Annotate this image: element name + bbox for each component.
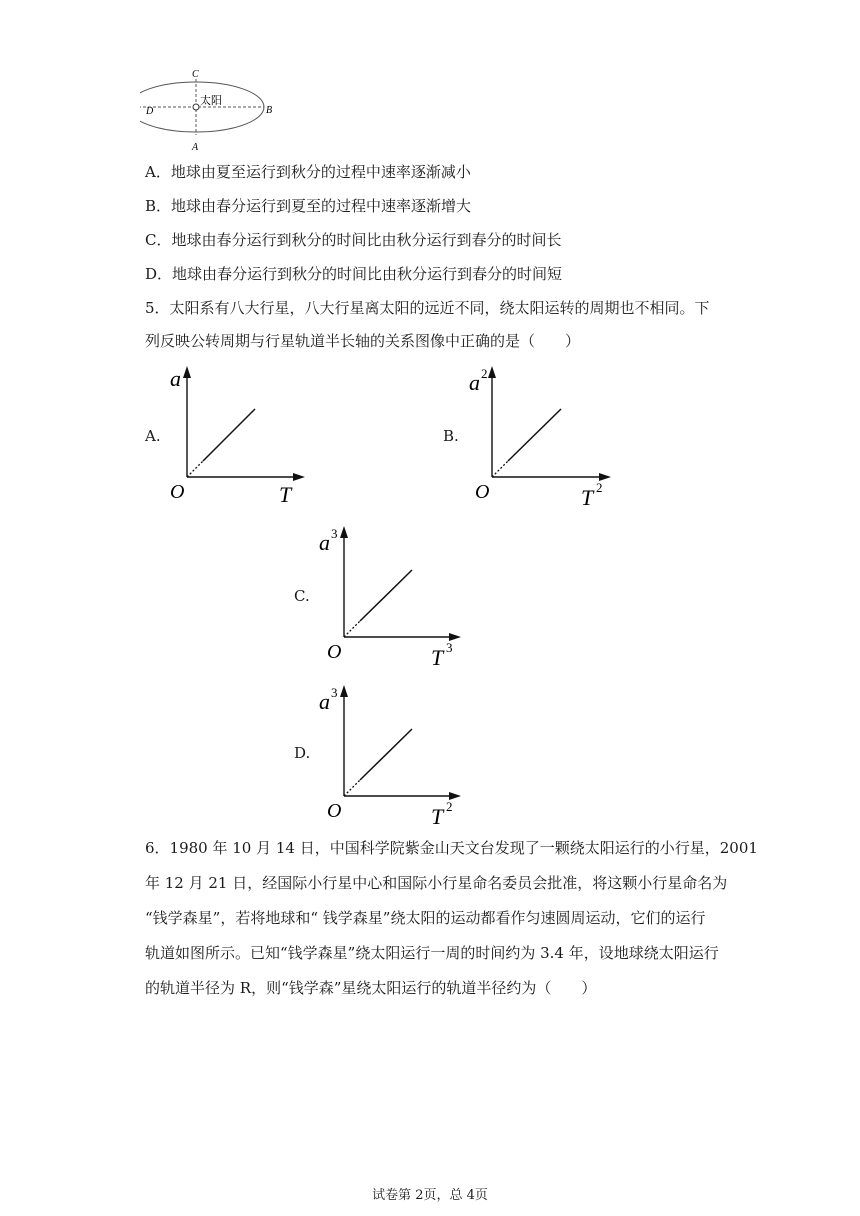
y-axis-exponent: 2 — [481, 366, 488, 381]
point-b: B — [266, 105, 273, 116]
y-axis-arrow — [340, 526, 348, 538]
y-axis-arrow — [183, 366, 191, 378]
origin-label: O — [327, 641, 342, 663]
point-a: A — [192, 142, 199, 153]
q5-graph-c — [315, 522, 475, 667]
q5-option-d-label: D. — [294, 744, 311, 762]
x-axis-exponent: 2 — [446, 799, 453, 814]
x-axis-exponent: 3 — [446, 640, 453, 655]
point-c: C — [192, 69, 199, 80]
q5-stem-line-1: 5．太阳系有八大行星，八大行星离太阳的远近不同，绕太阳运转的周期也不相同。下 — [145, 299, 710, 317]
x-axis-exponent: 2 — [596, 480, 603, 495]
q6-line-5: 的轨道半径为 R，则“钱学森”星绕太阳运行的轨道半径约为（ ） — [145, 979, 597, 997]
proportional-line — [360, 729, 412, 780]
y-axis-label: a — [319, 530, 330, 555]
q5-option-a-label: A. — [145, 427, 161, 445]
dashed-segment — [344, 780, 360, 796]
q6-line-3: “钱学森星”，若将地球和“ 钱学森星”绕太阳的运动都看作匀速圆周运动，它们的运行 — [145, 909, 706, 927]
q6-line-2: 年 12 月 21 日，经国际小行星中心和国际小行星命名委员会批准，将这颗小行星命名为 — [145, 874, 728, 892]
y-axis-label: a — [319, 689, 330, 714]
q4-option-c: C．地球由春分运行到秋分的时间比由秋分运行到春分的时间长 — [145, 231, 562, 249]
dashed-segment — [492, 461, 508, 477]
proportional-line — [360, 570, 412, 621]
q5-option-c-label: C. — [294, 587, 310, 605]
x-axis-label: T — [431, 804, 444, 826]
sun-label: 太阳 — [200, 95, 222, 107]
x-axis-arrow — [293, 473, 305, 481]
y-axis-exponent: 3 — [331, 685, 338, 700]
q5-graph-d — [315, 681, 475, 826]
q5-graph-a — [165, 362, 325, 507]
origin-label: O — [327, 800, 342, 822]
q4-option-b: B．地球由春分运行到夏至的过程中速率逐渐增大 — [145, 197, 472, 215]
q5-stem-line-2: 列反映公转周期与行星轨道半长轴的关系图像中正确的是（ ） — [145, 332, 581, 350]
q5-graph-b — [465, 362, 625, 507]
origin-label: O — [475, 481, 490, 503]
origin-label: O — [170, 481, 185, 503]
page-footer: 试卷第 2页，总 4页 — [372, 1188, 488, 1203]
q6-line-1: 6．1980 年 10 月 14 日，中国科学院紫金山天文台发现了一颗绕太阳运行的小行星，2001 — [145, 839, 758, 857]
y-axis-arrow — [488, 366, 496, 378]
proportional-line — [203, 409, 255, 461]
dashed-segment — [344, 621, 360, 637]
dashed-segment — [187, 461, 203, 477]
x-axis-label: T — [581, 485, 594, 507]
q6-line-4: 轨道如图所示。已知“钱学森星”绕太阳运行一周的时间约为 3.4 年，设地球绕太阳运行 — [145, 944, 719, 962]
x-axis-label: T — [431, 645, 444, 667]
sun-marker — [193, 104, 199, 110]
x-axis-label: T — [279, 482, 292, 507]
point-d: D — [146, 106, 154, 117]
y-axis-exponent: 3 — [331, 526, 338, 541]
q4-option-a: A．地球由夏至运行到秋分的过程中速率逐渐减小 — [145, 163, 471, 181]
proportional-line — [508, 409, 561, 461]
y-axis-label: a — [469, 370, 480, 395]
y-axis-arrow — [340, 685, 348, 697]
y-axis-label: a — [170, 366, 181, 391]
q4-option-d: D．地球由春分运行到秋分的时间比由秋分运行到春分的时间短 — [145, 265, 563, 283]
orbit-figure — [140, 62, 280, 154]
q5-option-b-label: B. — [443, 427, 459, 445]
